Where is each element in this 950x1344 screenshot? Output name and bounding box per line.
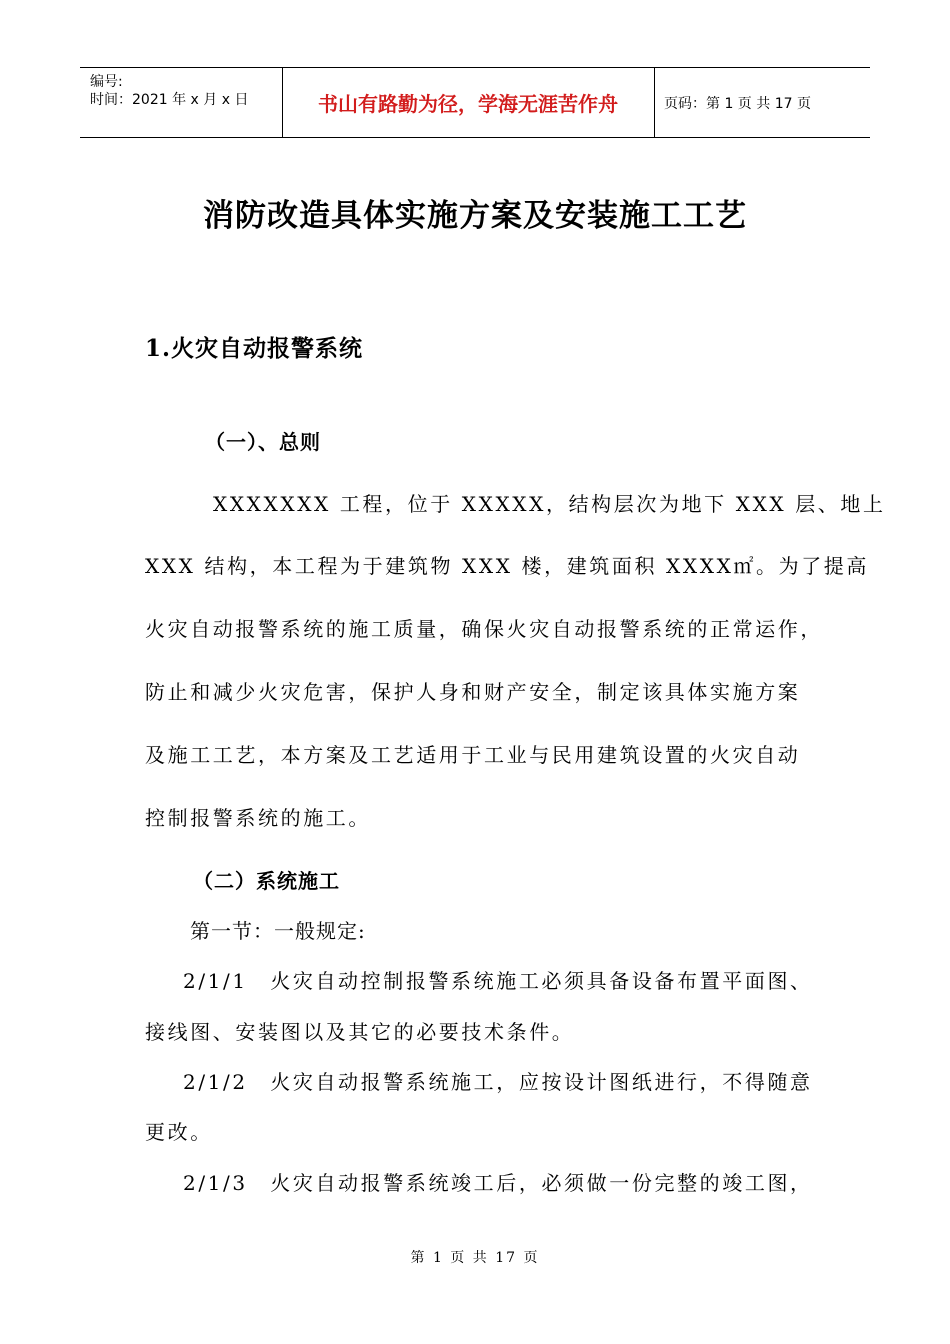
header-page-info: 页码：第 1 页 共 17 页 — [664, 95, 811, 112]
paragraph-line: XXXXXXX 工程，位于 XXXXX，结构层次为地下 XXX 层、地上 — [213, 492, 886, 516]
page-footer: 第 1 页 共 17 页 — [410, 1250, 540, 1266]
section-label: 第一节：一般规定: — [190, 919, 366, 943]
rule-line: 2/1/3 火灾自动报警系统竣工后，必须做一份完整的竣工图， — [183, 1171, 813, 1195]
header-info-cell — [80, 68, 282, 137]
header-motto: 书山有路勤为径，学海无涯苦作舟 — [318, 92, 618, 116]
document-number-label: 编号: — [90, 74, 123, 90]
subsection-heading-general: （一）、总则 — [205, 430, 321, 454]
paragraph-line: 防止和减少火灾危害，保护人身和财产安全，制定该具体实施方案 — [145, 680, 801, 704]
document-date: 时间：2021 年 x 月 x 日 — [90, 92, 249, 108]
document-title: 消防改造具体实施方案及安装施工工艺 — [203, 198, 747, 234]
subsection-heading-construction: （二）系统施工 — [193, 869, 340, 893]
header-table — [80, 67, 870, 138]
paragraph-line: 火灾自动报警系统的施工质量，确保火灾自动报警系统的正常运作， — [145, 617, 823, 641]
rule-line: 接线图、安装图以及其它的必要技术条件。 — [145, 1020, 575, 1044]
rule-line: 更改。 — [145, 1120, 213, 1144]
header-divider — [654, 68, 655, 137]
rule-line: 2/1/1 火灾自动控制报警系统施工必须具备设备布置平面图、 — [183, 969, 813, 993]
paragraph-line: 控制报警系统的施工。 — [145, 806, 371, 830]
paragraph-line: 及施工工艺，本方案及工艺适用于工业与民用建筑设置的火灾自动 — [145, 743, 801, 767]
paragraph-line: XXX 结构，本工程为于建筑物 XXX 楼，建筑面积 XXXX㎡。为了提高 — [145, 554, 870, 578]
rule-line: 2/1/2 火灾自动报警系统施工，应按设计图纸进行，不得随意 — [183, 1070, 813, 1094]
section-heading: 1.火灾自动报警系统 — [145, 335, 364, 362]
